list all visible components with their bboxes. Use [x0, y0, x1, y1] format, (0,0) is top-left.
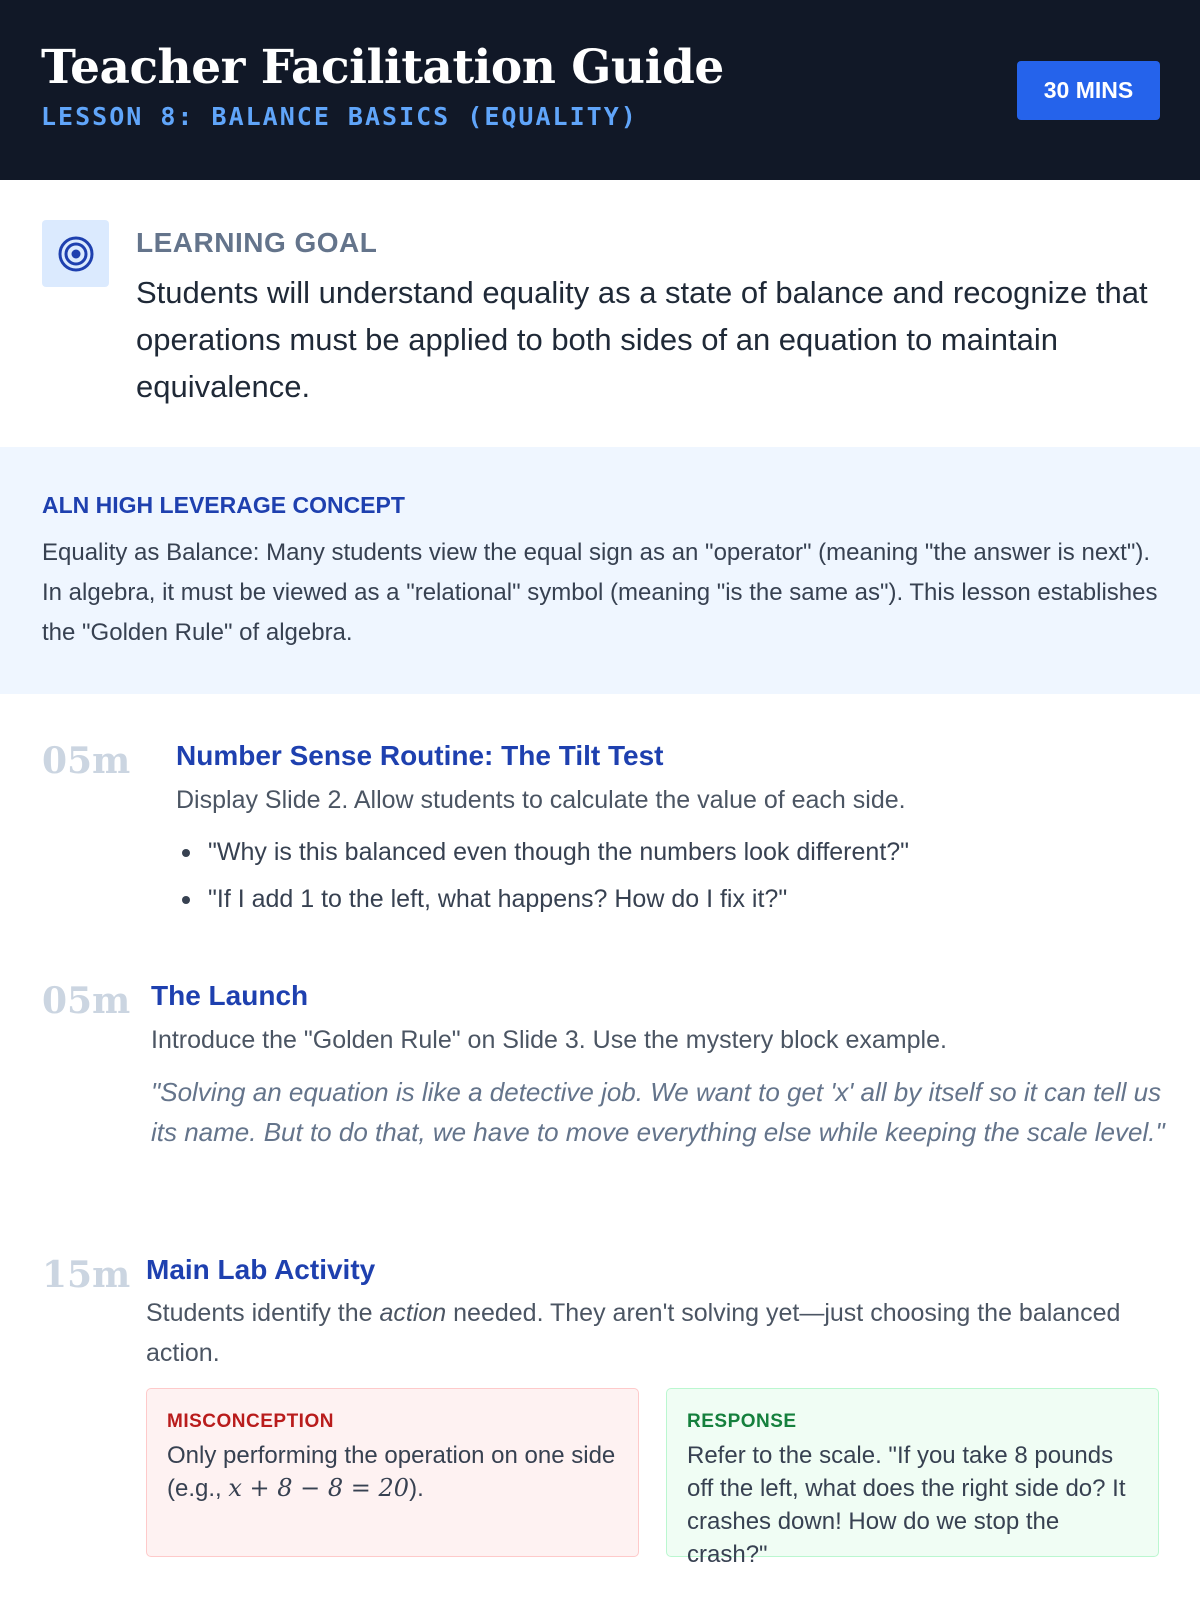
section-time: 05m [42, 980, 131, 1022]
learning-goal-label: LEARNING GOAL [136, 227, 378, 258]
math-expression: x + 8 − 8 = 20 [228, 1474, 410, 1502]
section-title: Main Lab Activity [146, 1254, 376, 1285]
list-item: "Why is this balanced even though the numbers look different?" [176, 832, 909, 879]
misconception-label: MISCONCEPTION [167, 1411, 334, 1432]
response-text: Refer to the scale. "If you take 8 pounds off the left, what does the right side do? It crashes down! How do we stop the crash?" [687, 1442, 1126, 1568]
teacher-quote: "Solving an equation is like a detective job. We want to get 'x' all by itself so it can tell us its name. But to do that, we have to move everything else while keeping the scale level." [151, 1077, 1165, 1147]
section-title: Number Sense Routine: The Tilt Test [176, 740, 664, 771]
section-title: The Launch [151, 980, 309, 1011]
aln-text: Equality as Balance: Many students view the equal sign as an "operator" (meaning "the answer is next"). In algebra, it must be viewed as a "relational" symbol (meaning "is the same as"). This lesson establishes the "Golden Rule" of algebra. [42, 539, 1158, 646]
section-time: 15m [42, 1254, 131, 1296]
section-description [146, 1293, 1166, 1373]
description-text: needed. They aren't solving yet—just choosing the balanced action. [146, 1299, 1121, 1367]
emphasis-text: action [379, 1299, 447, 1327]
prompt-list [176, 832, 909, 926]
misconception-card [146, 1388, 639, 1557]
lesson-subtitle: LESSON 8: BALANCE BASICS (EQUALITY) [41, 102, 638, 131]
section-time: 05m [42, 740, 131, 782]
duration-badge: 30 MINS [1017, 61, 1160, 120]
description-text: Students identify the [146, 1299, 380, 1327]
aln-label: ALN HIGH LEVERAGE CONCEPT [42, 492, 405, 518]
list-item: "If I add 1 to the left, what happens? How do I fix it?" [176, 879, 909, 926]
response-label: RESPONSE [687, 1411, 797, 1432]
section-description: Introduce the "Golden Rule" on Slide 3. Use the mystery block example. [151, 1026, 947, 1054]
response-card [666, 1388, 1159, 1568]
misconception-text-part: Only performing the operation on one side (e.g., [167, 1442, 616, 1502]
page-title: Teacher Facilitation Guide [41, 40, 724, 95]
misconception-text-part: ). [409, 1475, 424, 1502]
learning-goal-text: Students will understand equality as a state of balance and recognize that operations must be applied to both sides of an equation to maintain equivalence. [136, 275, 1148, 404]
page-header [0, 0, 1200, 180]
misconception-text [167, 1439, 618, 1505]
target-icon [42, 220, 109, 287]
section-description: Display Slide 2. Allow students to calculate the value of each side. [176, 786, 906, 814]
